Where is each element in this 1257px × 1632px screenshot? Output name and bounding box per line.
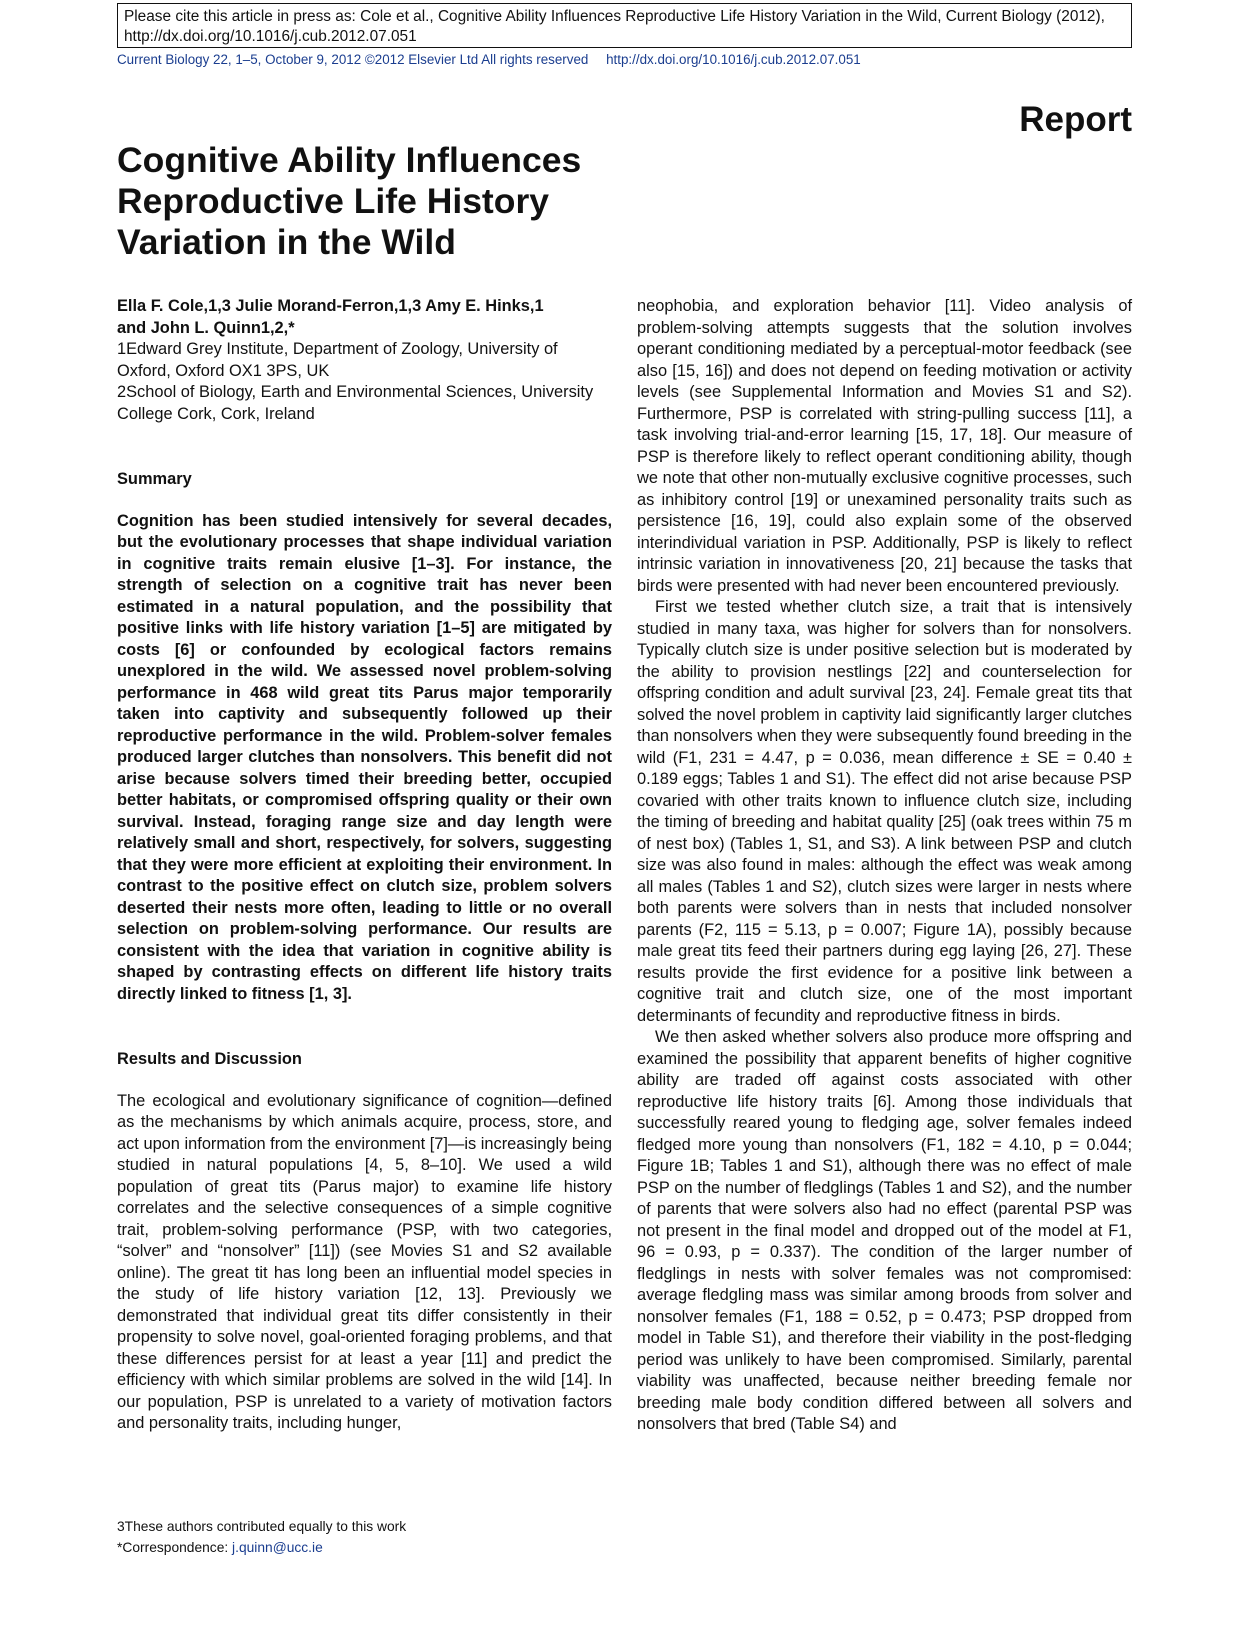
affiliation-1: 1Edward Grey Institute, Department of Zoology, University of Oxford, Oxford OX1 3PS, UK: [117, 340, 558, 380]
email-link[interactable]: j.quinn@ucc.ie: [232, 1540, 323, 1555]
footnotes: [117, 1516, 406, 1558]
summary-text: Cognition has been studied intensively for several decades, but the evolutionary processes that shape individual variation in cognitive traits remain elusive [1–3]. For instance, the strength of selection on a cognitive trait has never been estimated in a natural population, and the possibility that positive links with life history variation [1–5] are mitigated by costs [6] or confounded by ecological factors remains unexplored in the wild. We assessed novel problem-solving performance in 468 wild great tits Parus major temporarily taken into captivity and subsequently followed up their reproductive performance in the wild. Problem-solver females produced larger clutches than nonsolvers. This benefit did not arise because solvers timed their breeding better, occupied better habitats, or compromised offspring quality or their own survival. Instead, foraging range size and day length were relatively small and short, respectively, for solvers, suggesting that they were more efficient at exploiting their environment. In contrast to the positive effect on clutch size, problem solvers deserted their nests more often, leading to little or no overall selection on problem-solving performance. Our results are consistent with the idea that variation in cognitive ability is shaped by contrasting effects on different life history traits directly linked to fitness [1, 3].: [117, 511, 612, 1003]
right-paragraph-2: First we tested whether clutch size, a trait that is intensively studied in many taxa, was higher for solvers than for nonsolvers. Typically clutch size is under positive selection but is moderated by the ability to provision nestlings [22] and counterselection for offspring condition and adult survival [23, 24]. Female great tits that solved the novel problem in captivity laid significantly larger clutches than nonsolvers when they were subsequently found breeding in the wild (F1, 231 = 4.47, p = 0.036, mean difference ± SE = 0.40 ± 0.189 eggs; Tables 1 and S1). The effect did not arise because PSP covaried with other traits known to influence clutch size, including the timing of breeding and habitat quality [25] (oak trees within 75 m of nest box) (Tables 1, S1, and S3). A link between PSP and clutch size was also found in males: although the effect was weak among all males (Tables 1 and S2), clutch sizes were larger in nests where both parents were solvers than in nests that included nonsolver parents (F2, 115 = 5.13, p = 0.007; Figure 1A), possibly because male great tits feed their partners during egg laying [26, 27]. These results provide the first evidence for a positive link between a cognitive trait and clutch size, one of the most important determinants of fecundity and reproductive fitness in birds.: [637, 598, 1132, 1025]
journal-info: Current Biology 22, 1–5, October 9, 2012 ©2012 Elsevier Ltd All rights reserved: [117, 52, 589, 67]
journal-line: [117, 52, 861, 67]
right-paragraph-3: We then asked whether solvers also produce more offspring and examined the possibility that apparent benefits of higher cognitive ability are traded off against costs associated with other reproductive life history traits [6]. Among those individuals that successfully reared young to fledging age, solver females indeed fledged more young than nonsolvers (F1, 182 = 4.10, p = 0.044; Figure 1B; Tables 1 and S1), although there was no effect of male PSP on the number of fledglings (Tables 1 and S2), and the number of parents that were solvers also had no effect (parental PSP was not present in the final model and dropped out of the model at F1, 96 = 0.93, p = 0.337). The condition of the larger number of fledglings in nests with solver females was not compromised: average fledgling mass was similar among broods from solver and nonsolver females (F1, 188 = 0.52, p = 0.473; PSP dropped from model in Table S1), and therefore their viability in the post-fledging period was unlikely to have been compromised. Similarly, parental viability was unaffected, because neither breeding female nor breeding male body condition differed between all solvers and nonsolvers that bred (Table S4) and: [637, 1028, 1132, 1433]
left-column: [117, 296, 612, 1435]
footnote-correspondence: [117, 1537, 406, 1558]
article-type: Report: [1019, 100, 1132, 139]
results-heading: Results and Discussion: [117, 1050, 302, 1068]
citation-box: Please cite this article in press as: Cole et al., Cognitive Ability Influences Reproductive Life History Variation in the Wild, Current Biology (2012), http://dx.doi.org/10.1016/j.cub.2012.07.051: [117, 3, 1132, 48]
authors-line-2: and John L. Quinn1,2,*: [117, 318, 295, 337]
right-column: [637, 296, 1132, 1436]
doi-link[interactable]: http://dx.doi.org/10.1016/j.cub.2012.07.051: [606, 52, 861, 67]
affiliation-2: 2School of Biology, Earth and Environmental Sciences, University College Cork, Cork, Ireland: [117, 383, 594, 423]
results-paragraph-1: The ecological and evolutionary significance of cognition—defined as the mechanisms by which animals acquire, process, store, and act upon information from the environment [7]—is increasingly being studied in natural populations [4, 5, 8–10]. We used a wild population of great tits (Parus major) to examine life history correlates and the selective consequences of a simple cognitive trait, problem-solving performance (PSP, with two categories, “solver” and “nonsolver” [11]) (see Movies S1 and S2 available online). The great tit has long been an influential model species in the study of life history variation [12, 13]. Previously we demonstrated that individual great tits differ consistently in their propensity to solve novel, goal-oriented foraging problems, and that these differences persist for at least a year [11] and predict the efficiency with which similar problems are solved in the wild [14]. In our population, PSP is unrelated to a variety of motivation factors and personality traits, including hunger,: [117, 1091, 612, 1432]
authors-line-1: Ella F. Cole,1,3 Julie Morand-Ferron,1,3 Amy E. Hinks,1: [117, 297, 544, 315]
page-title: Cognitive Ability Influences Reproductive Life History Variation in the Wild: [117, 140, 582, 262]
summary-heading: Summary: [117, 470, 192, 488]
footnote-equal-contribution: 3These authors contributed equally to this work: [117, 1519, 407, 1534]
correspondence-label: *Correspondence:: [117, 1540, 233, 1555]
right-paragraph-1: neophobia, and exploration behavior [11]. Video analysis of problem-solving attempts suggests that the solution involves operant conditioning mediated by a perceptual-motor feedback (see also [15, 16]) and does not depend on feeding motivation or activity levels (see Supplemental Information and Movies S1 and S2). Furthermore, PSP is correlated with string-pulling success [11], a task involving trial-and-error learning [15, 17, 18]. Our measure of PSP is therefore likely to reflect operant conditioning ability, though we note that other non-mutually exclusive cognitive processes, such as inhibitory control [19] or unexamined personality traits such as persistence [16, 19], could also explain some of the observed interindividual variation in PSP. Additionally, PSP is likely to reflect intrinsic variation in innovativeness [20, 21] because the tasks that birds were presented with had never been encountered previously.: [637, 297, 1132, 595]
